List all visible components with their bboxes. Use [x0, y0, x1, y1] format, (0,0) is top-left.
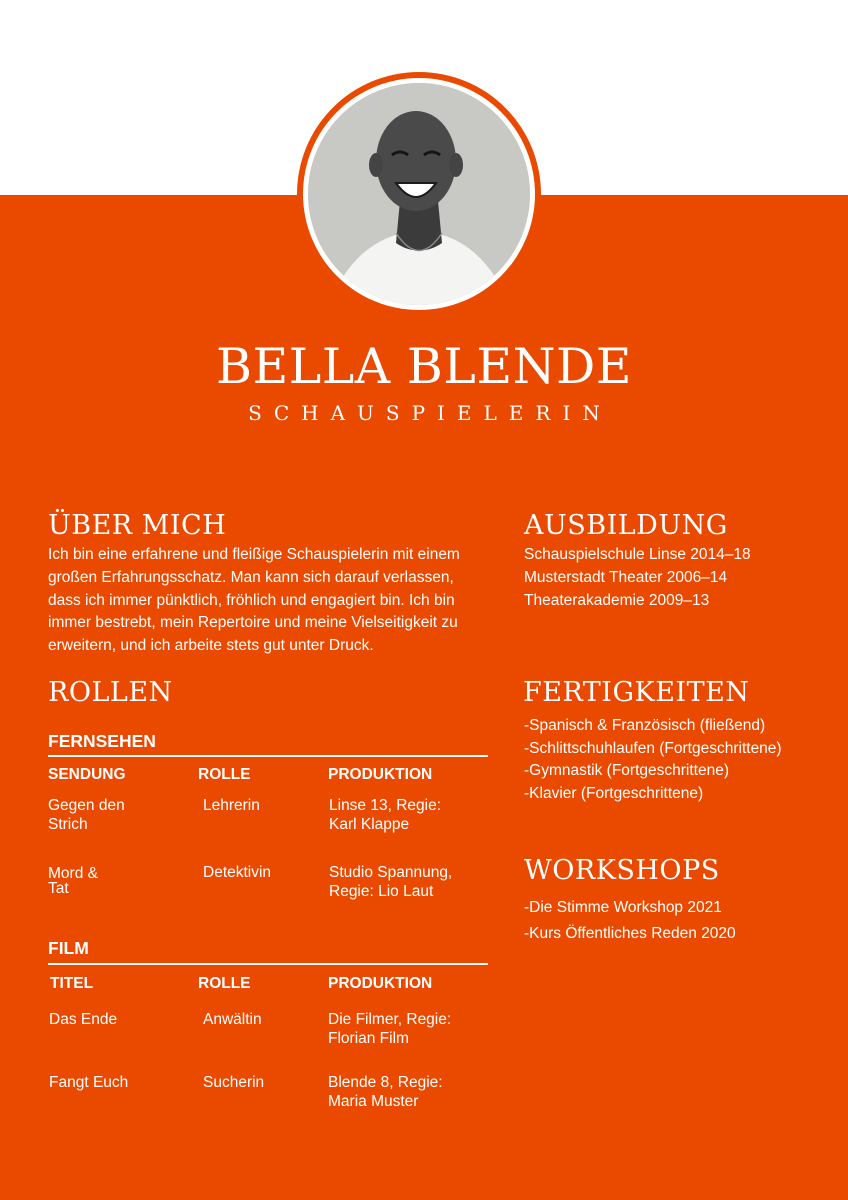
- about-heading: ÜBER MICH: [48, 510, 227, 541]
- film-cell-title: Das Ende: [49, 1011, 118, 1028]
- tv-column-header: SENDUNG: [48, 766, 126, 783]
- tv-column-header: ROLLE: [198, 766, 251, 783]
- job-title: SCHAUSPIELERIN: [248, 401, 612, 425]
- film-cell-production: Blende 8, Regie: Maria Muster: [328, 1074, 443, 1110]
- workshops-heading: WORKSHOPS: [524, 855, 720, 886]
- about-text-line: immer bestrebt, mein Repertoire und meine Vielseitigkeit zu: [48, 614, 458, 631]
- film-column-header: ROLLE: [198, 975, 251, 992]
- film-cell-role: Sucherin: [203, 1074, 265, 1091]
- tv-section-title: FERNSEHEN: [48, 731, 156, 751]
- tv-cell-show: Gegen den Strich: [48, 797, 125, 833]
- skills-heading: FERTIGKEITEN: [523, 677, 750, 708]
- film-section-title: FILM: [48, 938, 89, 958]
- about-text-line: großen Erfahrungsschatz. Man kann sich darauf verlassen,: [48, 569, 454, 586]
- tv-column-header: PRODUKTION: [328, 766, 433, 783]
- candidate-name: BELLA BLENDE: [215, 338, 633, 395]
- tv-cell-production: Linse 13, Regie: Karl Klappe: [329, 797, 442, 833]
- profile-photo: [308, 83, 530, 305]
- film-divider: [48, 963, 488, 965]
- tv-cell-role: Detektivin: [203, 864, 272, 881]
- film-cell-role: Anwältin: [203, 1011, 262, 1028]
- skill-item: -Spanisch & Französisch (fließend): [524, 717, 766, 734]
- tv-divider: [48, 755, 488, 757]
- tv-cell-production: Studio Spannung, Regie: Lio Laut: [329, 864, 453, 900]
- education-item: Schauspielschule Linse 2014–18: [524, 546, 751, 563]
- tv-cell-role: Lehrerin: [203, 797, 260, 814]
- workshop-item: -Kurs Öffentliches Reden 2020: [524, 925, 736, 942]
- education-item: Musterstadt Theater 2006–14: [524, 569, 728, 586]
- about-text-line: erweitern, und ich arbeite stets gut unter Druck.: [48, 637, 374, 654]
- film-column-header: TITEL: [50, 975, 94, 992]
- skill-item: -Schlittschuhlaufen (Fortgeschrittene): [524, 740, 782, 757]
- skill-item: -Klavier (Fortgeschrittene): [524, 785, 704, 802]
- film-cell-title: Fangt Euch: [49, 1074, 129, 1091]
- about-text-line: Ich bin eine erfahrene und fleißige Schauspielerin mit einem: [48, 546, 460, 563]
- workshop-item: -Die Stimme Workshop 2021: [524, 899, 722, 916]
- skill-item: -Gymnastik (Fortgeschrittene): [524, 762, 729, 779]
- education-heading: AUSBILDUNG: [524, 510, 728, 541]
- film-cell-production: Die Filmer, Regie: Florian Film: [328, 1011, 452, 1047]
- about-text-line: dass ich immer pünktlich, fröhlich und engagiert bin. Ich bin: [48, 592, 455, 609]
- tv-cell-show: Mord & Tat: [48, 865, 98, 897]
- film-column-header: PRODUKTION: [328, 975, 433, 992]
- roles-heading: ROLLEN: [48, 677, 173, 708]
- education-item: Theaterakademie 2009–13: [524, 592, 710, 609]
